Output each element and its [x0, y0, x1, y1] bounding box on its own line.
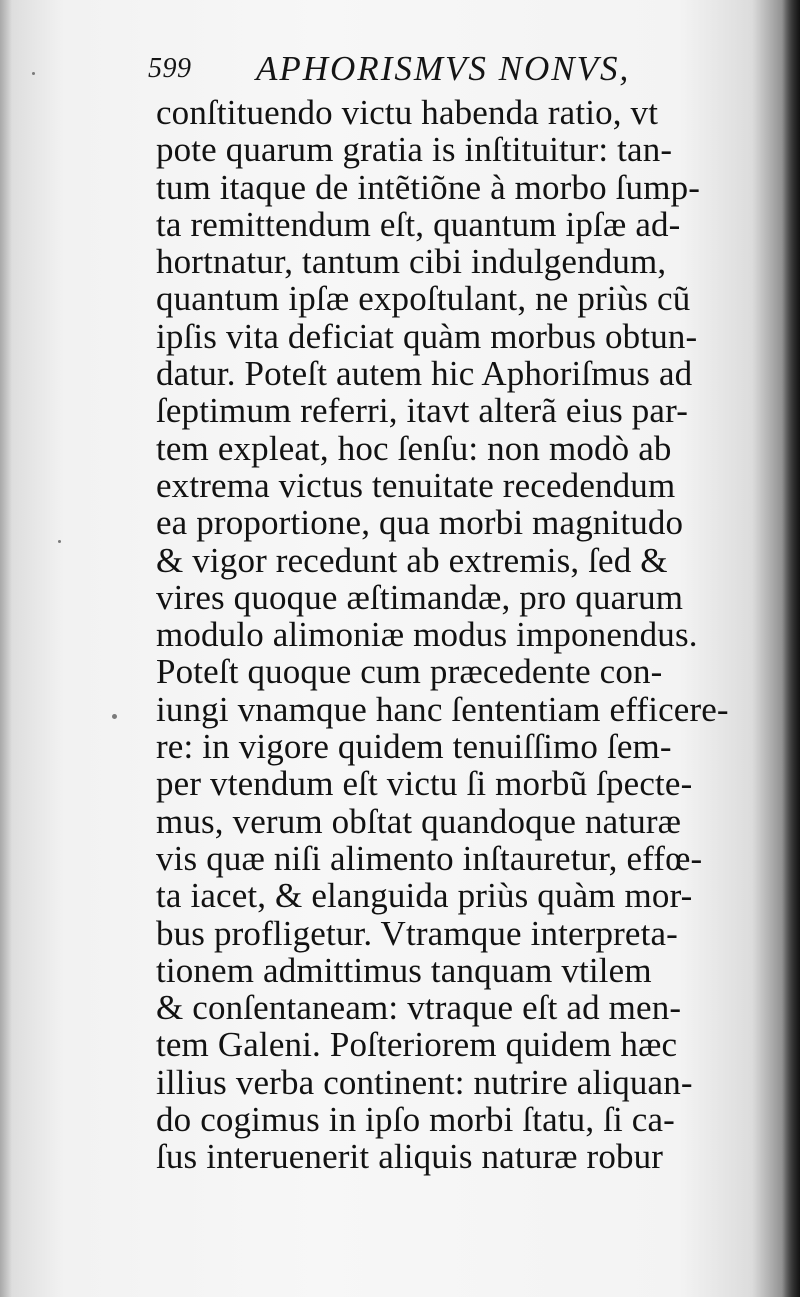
- text-line: tionem admittimus tanquam vtilem: [156, 950, 652, 990]
- text-line: & vigor recedunt ab extremis, ſed &: [156, 540, 668, 580]
- text-line: datur. Poteſt autem hic Aphoriſmus ad: [156, 354, 693, 394]
- text-line: do cogimus in ipſo morbi ſtatu, ſi ca-: [156, 1100, 675, 1140]
- text-line: ea proportione, qua morbi magnitudo: [156, 503, 684, 543]
- text-line: extrema victus tenuitate recedendum: [156, 465, 676, 505]
- text-line: re: in vigore quidem tenuiſſimo ſem-: [156, 727, 672, 767]
- text-line: vires quoque æſtimandæ, pro quarum: [156, 577, 684, 617]
- text-line: tem expleat, hoc ſenſu: non modò ab: [156, 428, 672, 468]
- page-number: 599: [148, 53, 192, 84]
- text-line: bus profligetur. Vtramque interpreta-: [156, 913, 678, 953]
- text-line: tem Galeni. Poſteriorem quidem hæc: [156, 1025, 678, 1065]
- text-line: mus, verum obſtat quandoque naturæ: [156, 801, 682, 841]
- text-line: modulo alimoniæ modus imponendus.: [156, 615, 698, 655]
- text-line: pote quarum gratia is inſtituitur: tan-: [156, 130, 673, 170]
- text-line: Poteſt quoque cum præcedente con-: [156, 652, 663, 692]
- paper-speck: [112, 714, 117, 719]
- text-line: tum itaque de intẽtiõne à morbo ſump-: [156, 167, 701, 207]
- text-line: hortnatur, tantum cibi indulgendum,: [156, 242, 667, 282]
- text-line: ta iacet, & elanguida priùs quàm mor-: [156, 876, 693, 916]
- text-line: per vtendum eſt victu ſi morbũ ſpecte-: [156, 764, 693, 804]
- text-line: ſeptimum referri, itavt alterã eius par-: [156, 391, 689, 431]
- running-title: APHORISMVS NONVS,: [256, 49, 631, 88]
- text-line: quantum ipſæ expoſtulant, ne priùs cũ: [156, 279, 691, 319]
- paper-speck: [58, 540, 61, 543]
- text-line: vis quæ niſi alimento inſtauretur, effœ-: [156, 838, 703, 878]
- text-line: conſtituendo victu habenda ratio, vt: [156, 93, 659, 132]
- text-line: & conſentaneam: vtraque eſt ad men-: [156, 988, 682, 1028]
- text-line: illius verba continent: nutrire aliquan-: [156, 1062, 693, 1102]
- body-text: [156, 94, 766, 1176]
- text-line: ta remittendum eſt, quantum ipſæ ad-: [156, 204, 681, 244]
- page-header: [148, 48, 668, 94]
- text-line: ſus interuenerit aliquis naturæ robur: [156, 1137, 664, 1177]
- text-line: ipſis vita deficiat quàm morbus obtun-: [156, 316, 698, 356]
- text-line: iungi vnamque hanc ſententiam efficere-: [156, 689, 729, 729]
- page-gutter-shadow: [0, 0, 12, 1297]
- paper-speck: [32, 72, 35, 75]
- page-edge-shadow: [782, 0, 800, 1297]
